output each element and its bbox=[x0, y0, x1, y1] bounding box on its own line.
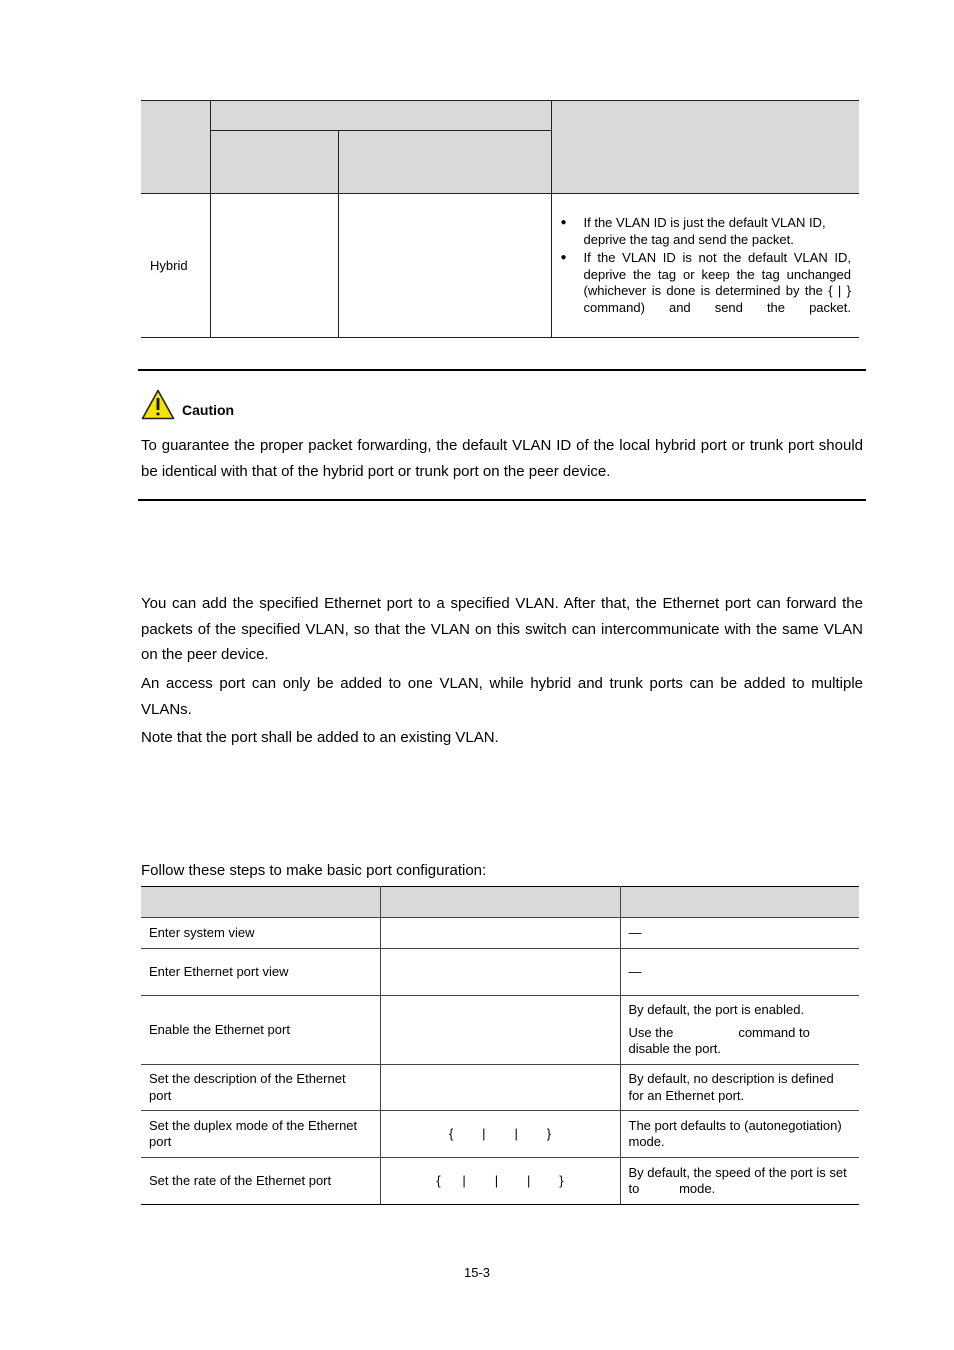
caution-bottom-rule bbox=[138, 499, 866, 501]
table-row bbox=[141, 996, 859, 1065]
paragraph: You can add the specified Ethernet port to a specified VLAN. After that, the Ethernet port can forward the packets of the specified VLAN, so that the VLAN on this switch can intercommunicate with the same VLAN on the peer device. bbox=[141, 595, 863, 663]
table-header-cell bbox=[620, 887, 859, 918]
steps-intro: Follow these steps to make basic port configuration: bbox=[141, 862, 487, 879]
table-header-cell bbox=[210, 101, 551, 131]
remarks-cell bbox=[620, 949, 859, 996]
command-cell bbox=[380, 1065, 620, 1111]
command-cell: { | | | } bbox=[380, 1158, 620, 1205]
list-item: ● If the VLAN ID is not the default VLAN ID, deprive the tag or keep the tag unchanged (whichever is done is determined by the { | } command) and send the packet. bbox=[561, 250, 852, 316]
command-cell: { | | } bbox=[380, 1111, 620, 1158]
warning-triangle-icon bbox=[141, 389, 175, 420]
table-row bbox=[141, 1111, 859, 1158]
remark-text: By default, no description is defined for an Ethernet port. bbox=[628, 1071, 834, 1103]
operation-cell: Enter system view bbox=[141, 918, 380, 949]
port-type-cell: Hybrid bbox=[141, 194, 210, 338]
remark-text: By default, the speed of the port is set to mode. bbox=[628, 1164, 851, 1196]
operation-cell: Enable the Ethernet port bbox=[141, 996, 380, 1065]
remarks-cell bbox=[620, 996, 859, 1065]
table-header-cell bbox=[141, 101, 210, 194]
command-cell bbox=[380, 949, 620, 996]
table-header-cell bbox=[551, 101, 859, 194]
table-header-cell bbox=[380, 887, 620, 918]
remark-text: By default, the port is enabled. bbox=[628, 1002, 805, 1018]
paragraph: Note that the port shall be added to an existing VLAN. bbox=[141, 729, 499, 746]
table-row bbox=[141, 1065, 859, 1111]
paragraph: An access port can only be added to one VLAN, while hybrid and trunk ports can be added to multiple VLANs. bbox=[141, 675, 863, 718]
operation-cell: Set the rate of the Ethernet port bbox=[141, 1158, 380, 1205]
caution-text: To guarantee the proper packet forwarding, the default VLAN ID of the local hybrid port or trunk port should be identical with that of the hybrid port or trunk port on the peer device. bbox=[141, 437, 863, 480]
caution-label: Caution bbox=[182, 402, 235, 418]
page-number: 15-3 bbox=[463, 1265, 491, 1280]
remark-text: — bbox=[628, 924, 642, 940]
table-header-cell bbox=[141, 887, 380, 918]
remarks-cell bbox=[620, 918, 859, 949]
vlan-tag-handling-table bbox=[141, 100, 859, 338]
remark-text: — bbox=[628, 963, 642, 979]
remarks-cell bbox=[620, 1158, 859, 1205]
remark-text: The port defaults to (autonegotiation) mode. bbox=[628, 1117, 842, 1149]
command-cell bbox=[380, 918, 620, 949]
operation-cell: Set the duplex mode of the Ethernet port bbox=[141, 1111, 380, 1158]
table-row bbox=[141, 194, 859, 338]
remarks-cell bbox=[620, 1111, 859, 1158]
table-cell bbox=[210, 194, 338, 338]
remark-text: Use the command to disable the port. bbox=[628, 1024, 814, 1057]
table-row bbox=[141, 1158, 859, 1205]
operation-cell: Enter Ethernet port view bbox=[141, 949, 380, 996]
command-cell bbox=[380, 996, 620, 1065]
caution-top-rule bbox=[138, 369, 866, 371]
table-header-cell bbox=[338, 131, 551, 194]
table-row bbox=[141, 949, 859, 996]
port-config-steps-table bbox=[141, 886, 859, 1205]
list-item: ● If the VLAN ID is just the default VLAN ID, deprive the tag and send the packet. bbox=[561, 215, 852, 248]
table-header-cell bbox=[210, 131, 338, 194]
operation-cell: Set the description of the Ethernet port bbox=[141, 1065, 380, 1111]
handling-cell bbox=[551, 194, 859, 338]
table-cell bbox=[338, 194, 551, 338]
remarks-cell bbox=[620, 1065, 859, 1111]
table-row bbox=[141, 918, 859, 949]
handling-list bbox=[552, 209, 860, 322]
